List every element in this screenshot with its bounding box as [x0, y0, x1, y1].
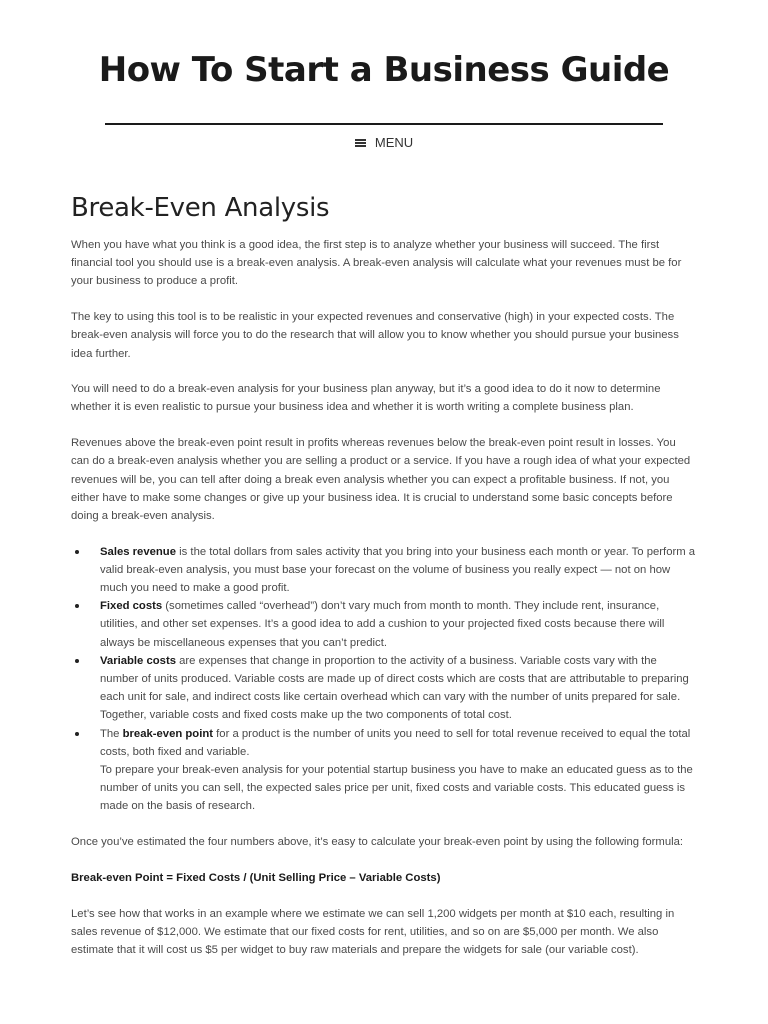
- list-item-text: are expenses that change in proportion to the activity of a business. Variable costs vary with the number of units produced. Variable costs are made up of direct costs which are costs that are attributable to preparing each unit for sale, and indirect costs like certain overhead which can vary with the number of units prepared for sale. Together, variable costs and fixed costs make up the two components of total cost.: [100, 654, 689, 722]
- break-even-formula: Break-even Point = Fixed Costs / (Unit Selling Price – Variable Costs): [71, 871, 441, 884]
- list-item-sales-revenue: [100, 543, 696, 598]
- paragraph-example: Let’s see how that works in an example where we estimate we can sell 1,200 widgets per month at $10 each, resulting in sales revenue of $12,000. We estimate that our fixed costs for rent, utilities, and so on are $5,000 per month. We also estimate that it will cost us $5 per widget to buy raw materials and prepare the widgets for sale (our variable cost).: [71, 907, 675, 956]
- term-variable-costs: Variable costs: [100, 654, 176, 667]
- list-item-fixed-costs: [100, 597, 696, 652]
- paragraph-after-list: Once you’ve estimated the four numbers above, it’s easy to calculate your break-even point by using the following formula:: [71, 836, 684, 849]
- list-item-text: is the total dollars from sales activity that you bring into your business each month or year. To perform a valid break-even analysis, you must base your forecast on the volume of business you really expect — not on how much you need to make a good profit.: [100, 545, 696, 595]
- list-item-break-even-point: [100, 725, 696, 816]
- list-item-prefix: The: [100, 727, 123, 740]
- list-item-continuation: To prepare your break-even analysis for your potential startup business you have to make an educated guess as to the number of units you can sell, the expected sales price per unit, fixed costs and variable costs. This educated guess is made on the basis of research.: [100, 764, 693, 813]
- term-sales-revenue: Sales revenue: [100, 545, 176, 558]
- paragraph-intro: When you have what you think is a good idea, the first step is to analyze whether your business will succeed. The first financial tool you should use is a break-even analysis. A break-even analysis will calculate what your revenues must be for your business to produce a profit.: [71, 239, 682, 288]
- term-fixed-costs: Fixed costs: [100, 600, 163, 613]
- article-content: [71, 190, 696, 977]
- paragraph-business-plan: You will need to do a break-even analysis for your business plan anyway, but it’s a good idea to do it now to determine whether it is even realistic to pursue your business idea and whether it is worth writing a complete business plan.: [71, 383, 661, 414]
- paragraph-revenues: Revenues above the break-even point result in profits whereas revenues below the break-even point result in losses. You can do a break-even analysis whether you are selling a product or a service. If you have a rough idea of what your expected revenues will be, you can tell after doing a break even analysis whether you can expect a profitable business. If not, you either have to make some changes or give up your business idea. It is crucial to understand some basic concepts before doing a break-even analysis.: [71, 437, 691, 522]
- concepts-list: [71, 543, 696, 816]
- article-title: Break-Even Analysis: [71, 193, 330, 223]
- paragraph-formula: [71, 869, 696, 887]
- paragraph-key: The key to using this tool is to be realistic in your expected revenues and conservative (high) in your expected costs. The break-even analysis will force you to do the research that will allow you to know whether you should pursue your business idea further.: [71, 311, 679, 360]
- list-item-text: (sometimes called “overhead”) don’t vary much from month to month. They include rent, insurance, utilities, and other set expenses. It’s a good idea to add a cushion to your projected fixed costs because there will always be miscellaneous expenses that you can’t predict.: [100, 600, 665, 649]
- site-title[interactable]: How To Start a Business Guide: [98, 50, 670, 90]
- menu-toggle[interactable]: [0, 135, 768, 151]
- term-break-even-point: break-even point: [122, 727, 214, 740]
- list-item-text: for a product is the number of units you need to sell for total revenue received to equal the total costs, both fixed and variable.: [100, 727, 691, 758]
- menu-button[interactable]: [355, 135, 413, 151]
- header-divider: [105, 123, 663, 125]
- menu-label: MENU: [374, 135, 414, 150]
- list-item-variable-costs: [100, 652, 696, 725]
- hamburger-icon: [355, 139, 366, 147]
